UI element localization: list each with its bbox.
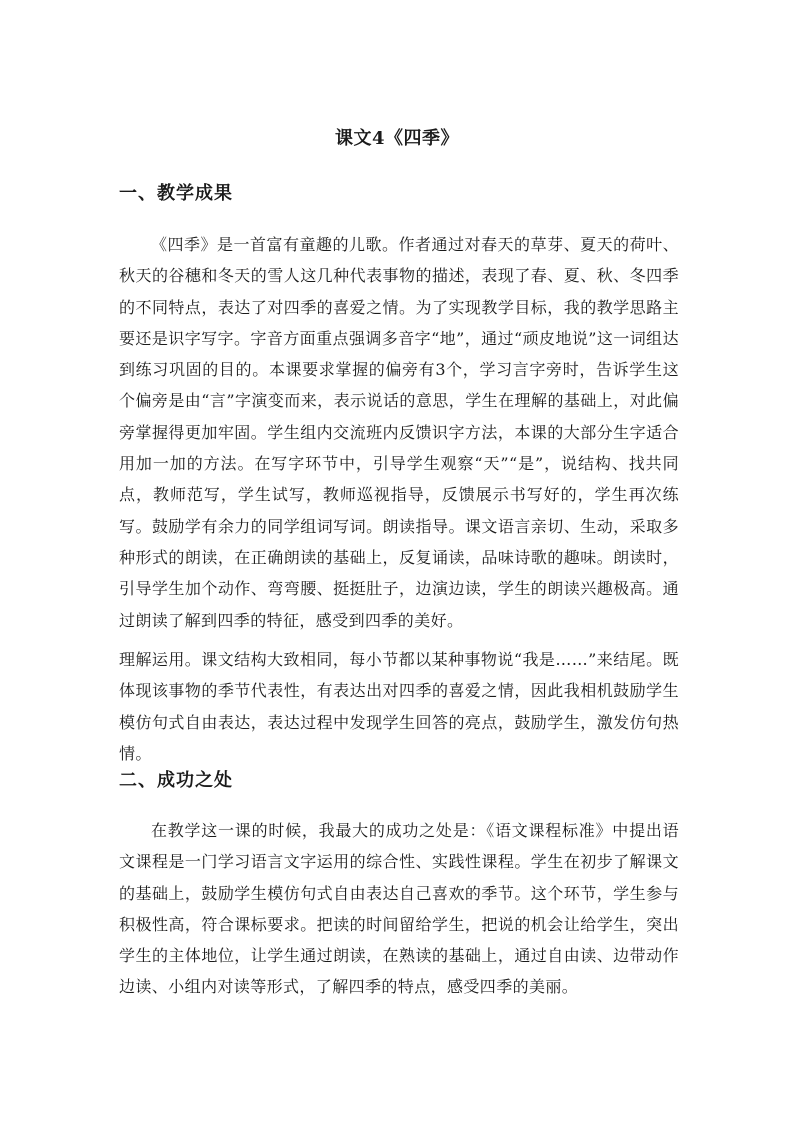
paragraph: 《四季》是一首富有童趣的儿歌。作者通过对春天的草芽、夏天的荷叶、秋天的谷穗和冬天的雪人这几种代表事物的描述，表现了春、夏、秋、冬四季的不同特点，表达了对四季的喜爱之情。为了实现教学目标，我的教学思路主要还是识字写字。字音方面重点强调多音字“地”，通过“顽皮地说”这一词组达到练习巩固的目的。本课要求掌握的偏旁有3个，学习言字旁时，告诉学生这个偏旁是由“言”字演变而来，表示说话的意思，学生在理解的基础上，对此偏旁掌握得更加牢固。学生组内交流班内反馈识字方法，本课的大部分生字适合用加一加的方法。在写字环节中，引导学生观察“天”“是”，说结构、找共同点，教师范写，学生试写，教师巡视指导，反馈展示书写好的，学生再次练写。鼓励学有余力的同学组词写词。朗读指导。课文语言亲切、生动，采取多种形式的朗读，在正确朗读的基础上，反复诵读，品味诗歌的趣味。朗读时，引导学生加个动作、弯弯腰、挺挺肚子，边演边读，学生的朗读兴趣极高。通过朗读了解到四季的特征，感受到四季的美好。 <box>119 235 679 630</box>
section-heading-successes: 二、成功之处 <box>119 770 233 791</box>
paragraph: 理解运用。课文结构大致相同，每小节都以某种事物说“我是……”来结尾。既体现该事物的季节代表性，有表达出对四季的喜爱之情，因此我相机鼓励学生模仿句式自由表达，表达过程中发现学生回答的亮点，鼓励学生，激发仿句热情。 <box>119 650 679 763</box>
paragraph: 在教学这一课的时候，我最大的成功之处是：《语文课程标准》中提出语文课程是一门学习语言文字运用的综合性、实践性课程。学生在初步了解课文的基础上，鼓励学生模仿句式自由表达自己喜欢的季节。这个环节，学生参与积极性高，符合课标要求。把读的时间留给学生，把说的机会让给学生，突出学生的主体地位，让学生通过朗读，在熟读的基础上，通过自由读、边带动作边读、小组内对读等形式，了解四季的特点，感受四季的美丽。 <box>119 821 679 997</box>
document-title: 课文4《四季》 <box>334 128 460 149</box>
section-heading-teaching-results: 一、教学成果 <box>119 183 233 204</box>
